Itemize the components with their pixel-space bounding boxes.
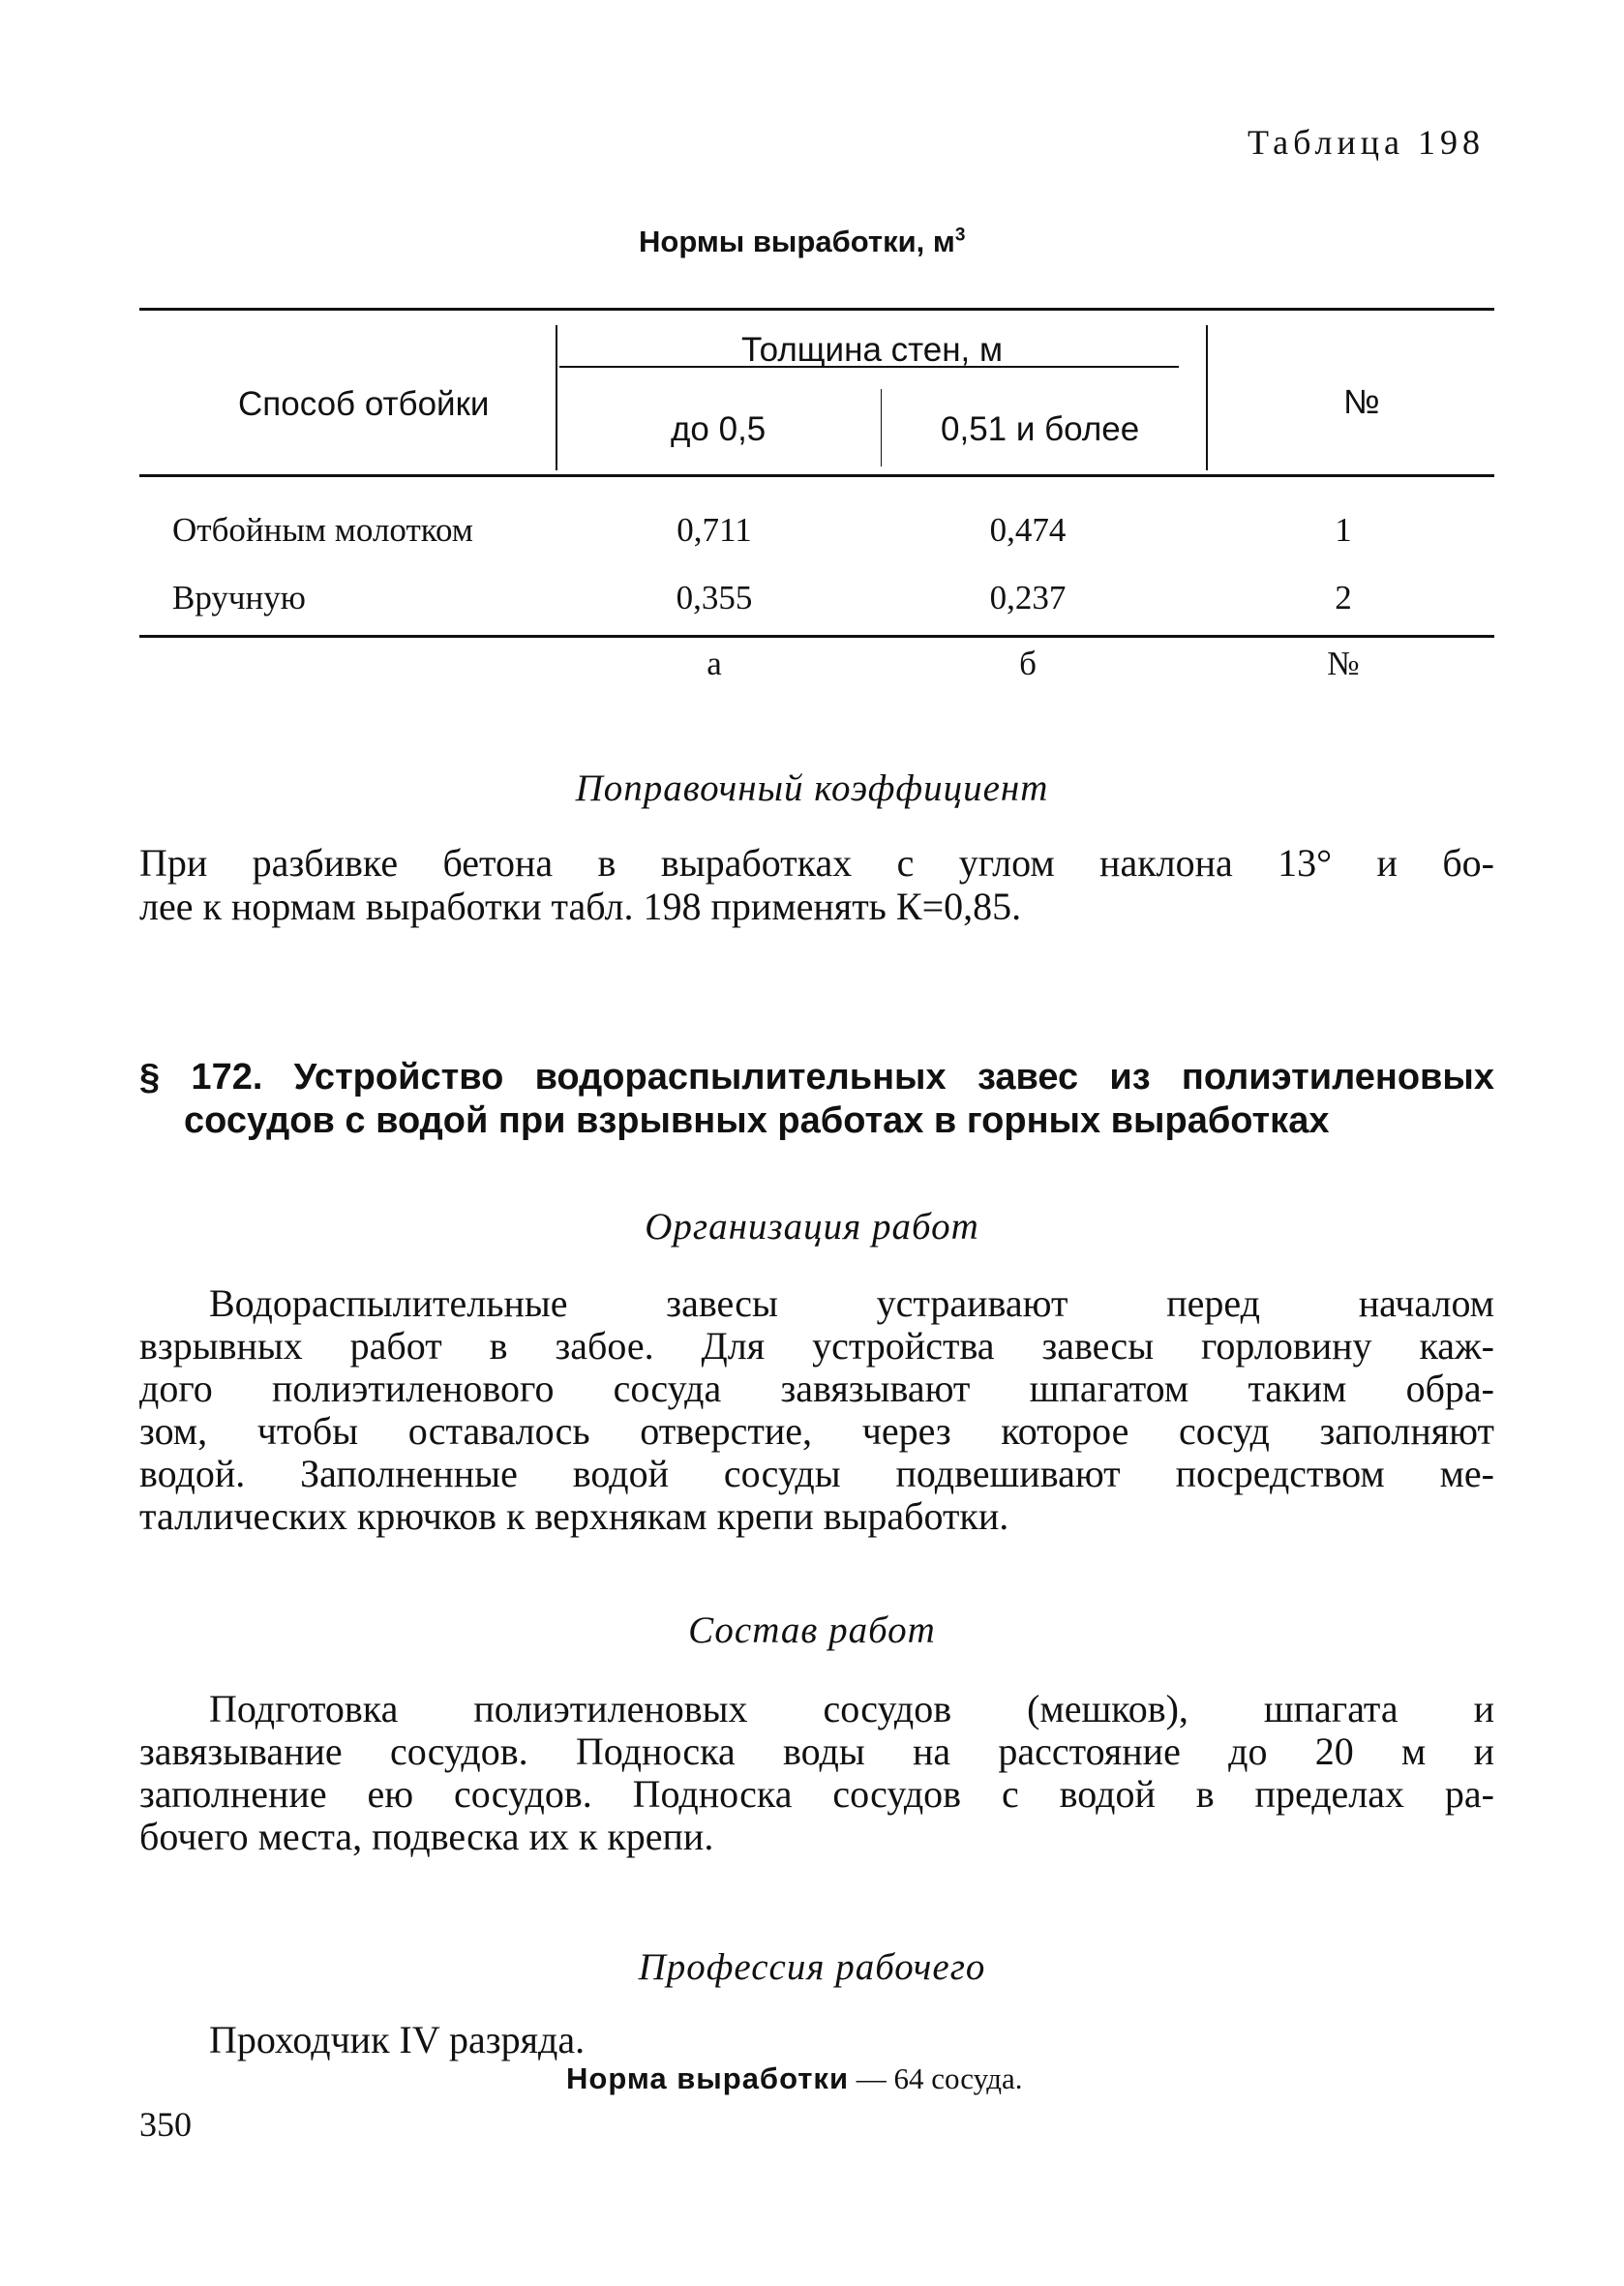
table-caption-text: Нормы выработки, м: [639, 225, 955, 258]
table-divider-sub: [881, 389, 882, 466]
table-number: Таблица 198: [1248, 123, 1485, 162]
table-header-method: Способ отбойки: [238, 385, 490, 423]
table-header-num: №: [1343, 383, 1380, 421]
table-caption-superscript: 3: [954, 225, 966, 246]
norm-line: [566, 2061, 1022, 2096]
section-heading-line-1: § 172. Устройство водораспылительных завес из полиэтиленовых: [139, 1057, 1494, 1098]
organization-line-6: таллических крючков к верхнякам крепи выработки.: [139, 1494, 1009, 1538]
table-row-1-b: 0,474: [989, 511, 1067, 549]
composition-line-3: заполнение ею сосудов. Подноска сосудов с водой в пределах ра-: [139, 1772, 1494, 1816]
composition-line-1: Подготовка полиэтиленовых сосудов (мешков), шпагата и: [209, 1687, 1494, 1730]
composition-line-2: завязывание сосудов. Подноска воды на расстояние до 20 м и: [139, 1730, 1494, 1773]
table-caption: [639, 225, 965, 259]
table-row-1-method: Отбойным молотком: [172, 511, 473, 549]
page-number: 350: [139, 2105, 192, 2144]
table-row-1-a: 0,711: [677, 511, 752, 549]
table-divider-right: [1206, 325, 1208, 470]
organization-line-3: дого полиэтиленового сосуда завязывают шпагатом таким обра-: [139, 1367, 1494, 1410]
table-footer-b: б: [1019, 645, 1037, 682]
correction-line-2: лее к нормам выработки табл. 198 применять К=0,85.: [139, 885, 1022, 928]
composition-line-4: бочего места, подвеска их к крепи.: [139, 1815, 714, 1858]
norm-label: Норма выработки: [566, 2061, 850, 2095]
table-row-2-a: 0,355: [676, 579, 753, 617]
table-row-2-b: 0,237: [989, 579, 1067, 617]
organization-line-4: зом, чтобы оставалось отверстие, через которое сосуд заполняют: [139, 1409, 1494, 1453]
profession-title: Профессия рабочего: [638, 1946, 986, 1988]
table-footer-a: а: [707, 645, 722, 682]
table-header-bottom-rule: [139, 474, 1494, 477]
correction-line-1: При разбивке бетона в выработках с углом наклона 13° и бо-: [139, 841, 1494, 885]
correction-title: Поправочный коэффициент: [575, 767, 1049, 809]
norm-value: — 64 сосуда.: [849, 2061, 1023, 2095]
organization-line-1: Водораспылительные завесы устраивают перед началом: [209, 1281, 1494, 1325]
table-footer-num: №: [1327, 645, 1360, 682]
table-header-col-a: до 0,5: [671, 410, 767, 448]
composition-title: Состав работ: [688, 1609, 936, 1651]
organization-title: Организация работ: [645, 1206, 979, 1248]
table-header-col-b: 0,51 и более: [941, 410, 1140, 448]
table-header-thickness: Толщина стен, м: [741, 331, 1004, 369]
table-top-rule: [139, 308, 1494, 311]
table-row-1-num: 1: [1335, 511, 1352, 549]
table-divider-left: [556, 325, 557, 470]
table-row-2-num: 2: [1335, 579, 1352, 617]
profession-line: Проходчик IV разряда.: [209, 2018, 586, 2061]
organization-line-2: взрывных работ в забое. Для устройства завесы горловину каж-: [139, 1324, 1494, 1368]
table-row-2-method: Вручную: [172, 579, 306, 617]
table-body-bottom-rule: [139, 635, 1494, 638]
organization-line-5: водой. Заполненные водой сосуды подвешивают посредством ме-: [139, 1452, 1494, 1495]
section-heading-line-2: сосудов с водой при взрывных работах в горных выработках: [184, 1100, 1330, 1141]
